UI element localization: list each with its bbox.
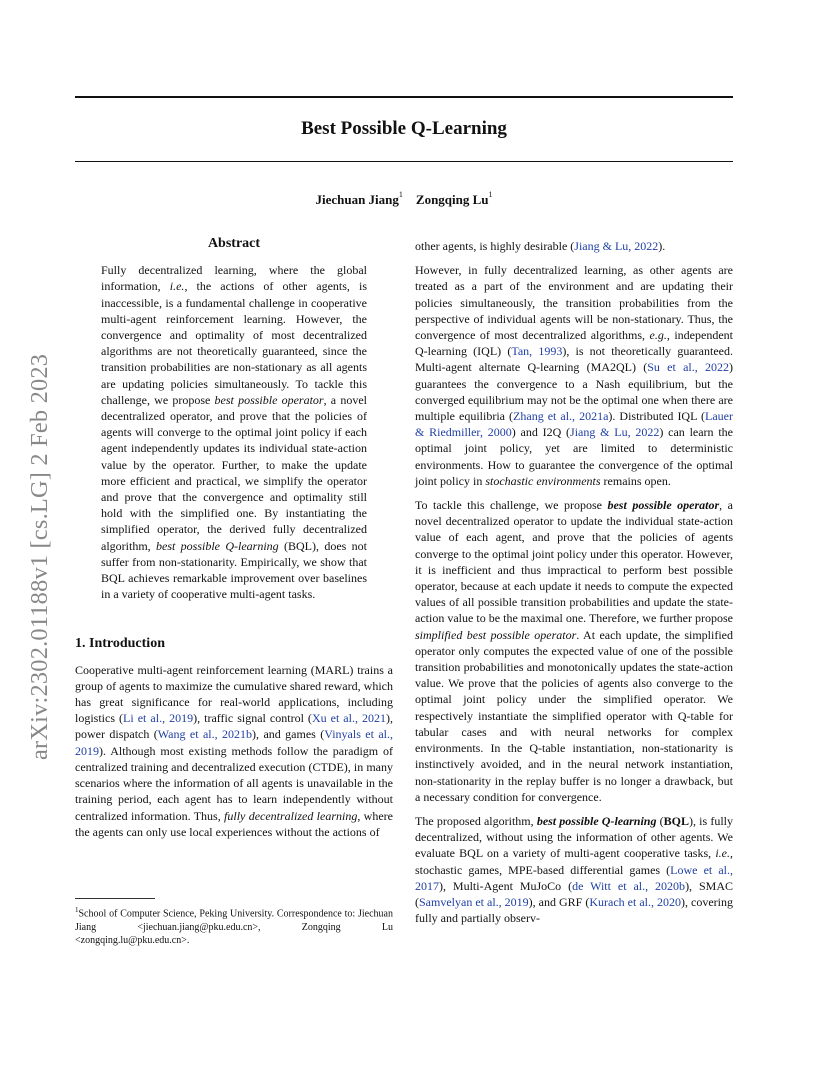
citation-link[interactable]: Wang et al., 2021b bbox=[157, 727, 253, 742]
text-run: ) and I2Q ( bbox=[511, 425, 571, 440]
text-run: , a novel decentralized operator to update the individual state-action value of each agent, and prove that the policies of agents converge to the optimal joint policy under this operator. However, it is inefficient and thus impractical to perform best possible operator, because at each update it needs to compute the expected values of all possible transition probabilities and update the state-action value to be the maximal one. Therefore, we further propose bbox=[415, 498, 734, 626]
text-run: remains open. bbox=[600, 473, 671, 488]
footnote-mark: 1 bbox=[75, 906, 79, 914]
right-column bbox=[415, 238, 733, 934]
author-affiliation-mark: 1 bbox=[398, 190, 403, 199]
strong-emphasis: best possible Q-learning bbox=[536, 813, 657, 828]
left-column bbox=[75, 236, 393, 848]
footnote-text: School of Computer Science, Peking University. Correspondence to: Jiechuan Jiang <jiechuan.jiang@pku.edu.cn>, Zongqing Lu <zongqing.lu@pku.edu.cn>. bbox=[75, 908, 393, 946]
text-run: , independent Q-learning (IQL) ( bbox=[415, 328, 733, 359]
author-affiliation-mark: 1 bbox=[488, 190, 493, 199]
arxiv-stamp bbox=[22, 294, 58, 760]
text-run: , a novel decentralized operator, and prove that the policies of agents will converge to the optimal joint policy if each agent independently updates its individual state-action value by the operator. Further, to make the update more efficient and practical, we simplify the operator and prove that the convergence and optimality still hold with the simplified one. By instantiating the simplified operator, the derived fully decentralized algorithm, bbox=[101, 392, 367, 553]
citation-link[interactable]: Xu et al., 2021 bbox=[311, 711, 386, 726]
intro-paragraph bbox=[415, 813, 733, 926]
emphasis: i.e. bbox=[715, 846, 730, 861]
text-run: ) can learn the optimal joint policy, yet are limited to deterministic environments. How to guarantee the convergence of the optimal joint policy in bbox=[415, 425, 733, 488]
text-run: , stochastic games, MPE-based differential games ( bbox=[415, 846, 733, 877]
citation-link[interactable]: Su et al., 2022 bbox=[647, 360, 729, 375]
text-run: ), is fully decentralized, without using the information of other agents. We evaluate BQL on a variety of multi-agent cooperative tasks, bbox=[415, 813, 733, 861]
citation-link[interactable]: Samvelyan et al., 2019 bbox=[419, 894, 529, 909]
citation-link[interactable]: Zhang et al., 2021a bbox=[513, 409, 609, 424]
text-run: ) guarantees the convergence to a Nash equilibrium, but the converged equilibrium may not be the optimal one when there are multiple equilibria ( bbox=[415, 360, 733, 424]
intro-paragraph bbox=[415, 497, 733, 805]
citation-link[interactable]: Jiang & Lu, 2022 bbox=[570, 425, 660, 440]
citation-link[interactable]: Li et al., 2019 bbox=[123, 711, 194, 726]
text-run: ), covering fully and partially observ- bbox=[415, 894, 734, 926]
title-top-rule bbox=[75, 96, 733, 98]
citation-link[interactable]: Lowe et al., 2017 bbox=[415, 862, 733, 893]
text-run: ( bbox=[656, 813, 664, 828]
emphasis: best possible Q-learning bbox=[156, 538, 279, 553]
text-run: other agents, is highly desirable ( bbox=[415, 239, 575, 253]
footnote-rule bbox=[75, 898, 155, 899]
text-run: ), SMAC ( bbox=[415, 878, 733, 909]
intro-paragraph bbox=[75, 662, 393, 840]
emphasis: best possible operator bbox=[214, 392, 324, 407]
text-run: Cooperative multi-agent reinforcement learning (MARL) trains a group of agents to maximize the cumulative shared reward, which has great significance for real-world applications, including logistics ( bbox=[75, 662, 393, 726]
section-heading-introduction: 1. Introduction bbox=[75, 636, 165, 652]
author-name: Zongqing Lu bbox=[415, 192, 489, 207]
abstract-body bbox=[101, 262, 367, 602]
paper-title: Best Possible Q-Learning bbox=[301, 118, 507, 139]
text-run: ), and games ( bbox=[252, 727, 325, 742]
text-run: However, in fully decentralized learning, as other agents are treated as a part of the environment and are updating their policies simultaneously, the transition probabilities from the perspective of individual agents will be non-stationary. Thus, the convergence of most decentralized algorithms, bbox=[415, 263, 733, 343]
text-run: . At each update, the simplified operator only computes the expected value of one of the possible transition probabilities and monotonically updates the state-action value. We prove that the policies of agents also converge to the optimal joint policy under the simplified operator. We respectively instantiate the simplified operator with Q-table for tabular cases and with neural networks for complex environments. In the Q-table instantiation, non-stationarity is instinctively avoided, and in the neural network instantiation, non-stationarity in the replay buffer is no longer a drawback, but a necessary condition for convergence. bbox=[415, 627, 733, 804]
text-run: ), traffic signal control ( bbox=[193, 711, 312, 726]
text-run: ), is not theoretically guaranteed. Multi-agent alternate Q-learning (MA2QL) ( bbox=[415, 344, 733, 375]
text-run: Fully decentralized learning, where the global information, bbox=[101, 263, 367, 294]
emphasis: fully decentralized learning bbox=[224, 808, 358, 823]
text-run: To tackle this challenge, we propose bbox=[415, 498, 608, 513]
emphasis: simplified best possible operator bbox=[415, 627, 577, 642]
emphasis: e.g. bbox=[649, 328, 667, 343]
abstract-paragraph bbox=[101, 262, 367, 602]
text-run: ). bbox=[658, 239, 666, 253]
citation-link[interactable]: Kurach et al., 2020 bbox=[589, 894, 682, 909]
text-run: (BQL), does not suffer from non-stationarity. Empirically, we show that BQL achieves remarkable improvement over baselines in a variety of cooperative multi-agent tasks. bbox=[101, 538, 367, 602]
text-run: ). Although most existing methods follow the paradigm of centralized training and decentralized execution (CTDE), in many scenarios where the information of all agents is unavailable in the training period, each agent has to learn independently without centralized information. Thus, bbox=[75, 743, 393, 823]
citation-link[interactable]: Tan, 1993 bbox=[511, 344, 563, 359]
citation-link[interactable]: de Witt et al., 2020b bbox=[572, 878, 686, 893]
paragraph-continuation bbox=[415, 238, 733, 254]
intro-paragraph bbox=[415, 262, 733, 489]
emphasis: stochastic environments bbox=[485, 473, 601, 488]
text-run: , the actions of other agents, is inaccessible, is a fundamental challenge in cooperative multi-agent reinforcement learning. However, the convergence and optimality of most decentralized algorithms are not theoretically guaranteed, since the transition probabilities are non-stationary as all agents are updating policies simultaneously. To tackle this challenge, we propose bbox=[101, 279, 368, 407]
arxiv-stamp-text: arXiv:2302.01188v1 [cs.LG] 2 Feb 2023 bbox=[26, 353, 53, 760]
citation-link[interactable]: Lauer & Riedmiller, 2000 bbox=[415, 409, 733, 440]
text-run: ), and GRF ( bbox=[528, 894, 590, 909]
text-run: ). Distributed IQL ( bbox=[608, 409, 706, 424]
emphasis: i.e. bbox=[169, 279, 185, 294]
citation-link[interactable]: Jiang & Lu, 2022 bbox=[574, 239, 659, 253]
author-list bbox=[75, 192, 733, 208]
citation-link[interactable]: Vinyals et al., 2019 bbox=[75, 727, 393, 758]
title-bottom-rule bbox=[75, 161, 733, 162]
text-run: The proposed algorithm, bbox=[415, 813, 537, 828]
strong-emphasis: best possible operator bbox=[607, 498, 720, 513]
strong: BQL bbox=[663, 813, 689, 828]
abstract-heading: Abstract bbox=[207, 236, 261, 251]
text-run: ), power dispatch ( bbox=[75, 711, 393, 742]
footnote bbox=[75, 904, 393, 947]
text-run: ), Multi-Agent MuJoCo ( bbox=[439, 878, 573, 893]
author-name: Jiechuan Jiang bbox=[315, 192, 399, 207]
text-run: , where the agents can only use local experiences without the actions of bbox=[75, 808, 393, 839]
